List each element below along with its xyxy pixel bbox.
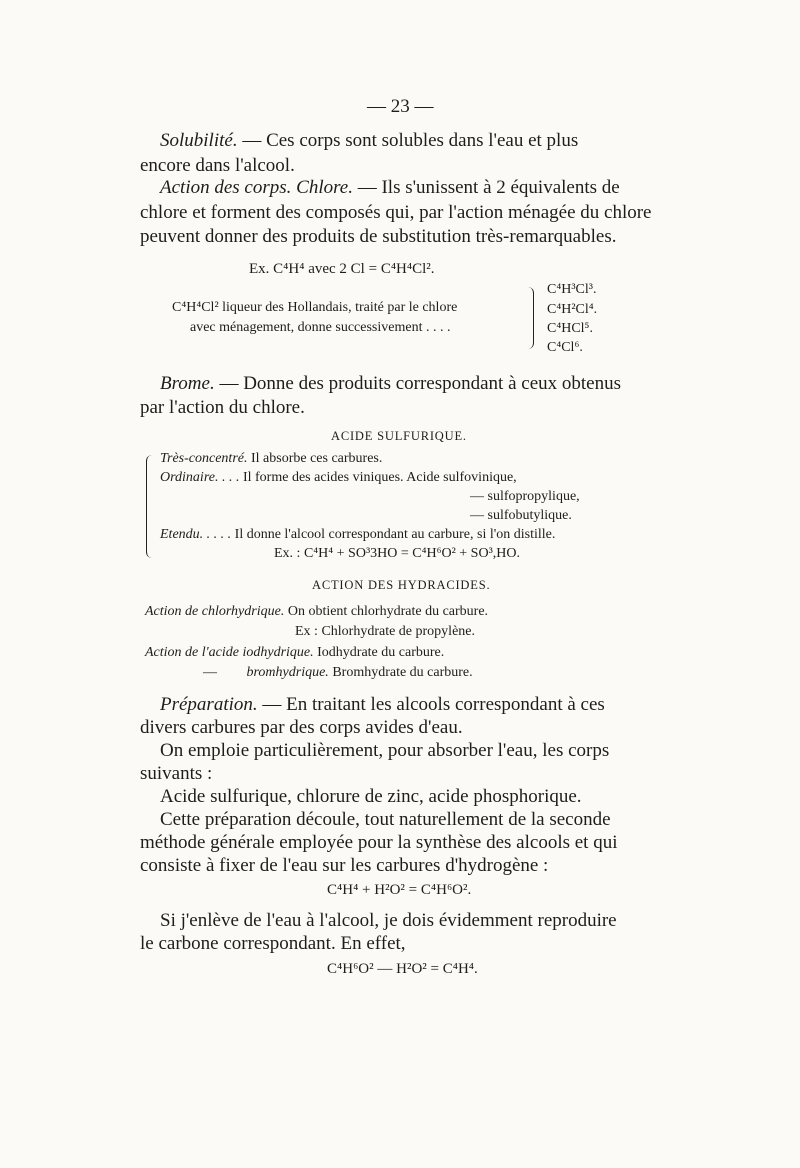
cette-line-3: consiste à fixer de l'eau sur les carbures d'hydrogène : bbox=[140, 855, 549, 876]
preparation-line-2: divers carbures par des corps avides d'eau. bbox=[140, 717, 463, 738]
brome-text: — Donne des produits correspondant à ceux obtenus bbox=[214, 373, 621, 394]
right-brace bbox=[527, 287, 534, 349]
hollandais-line-2: avec ménagement, donne successivement . . . . bbox=[190, 320, 451, 335]
acides-list-line: Acide sulfurique, chlorure de zinc, acide phosphorique. bbox=[160, 786, 582, 807]
hydracides-heading: ACTION DES HYDRACIDES. bbox=[312, 578, 491, 592]
solubilite-text: — Ces corps sont solubles dans l'eau et plus bbox=[237, 130, 579, 151]
iodhydrique-line bbox=[145, 646, 444, 660]
action-line-1 bbox=[160, 178, 620, 197]
formula-dehydration: C⁴H⁶O² — H²O² = C⁴H⁴. bbox=[327, 961, 478, 977]
ordinaire-line bbox=[160, 471, 517, 485]
acide-sulfurique-heading: ACIDE SULFURIQUE. bbox=[331, 429, 467, 443]
brome-line-1 bbox=[160, 374, 621, 393]
ordinaire-label: Ordinaire. . . . bbox=[160, 470, 240, 485]
solubilite-label: Solubilité. bbox=[160, 130, 238, 151]
chlorhydrique-label: Action de chlorhydrique. bbox=[145, 604, 285, 619]
sulfobutylique-line: — sulfobutylique. bbox=[470, 508, 572, 523]
formula-hydration: C⁴H⁴ + H²O² = C⁴H⁶O². bbox=[327, 882, 472, 898]
example-formula: Ex. C⁴H⁴ avec 2 Cl = C⁴H⁴Cl². bbox=[249, 261, 435, 277]
brace-item: C⁴H²Cl⁴. bbox=[547, 302, 598, 317]
si-line-1: Si j'enlève de l'eau à l'alcool, je dois évidemment reproduire bbox=[160, 910, 617, 931]
action-text: — Ils s'unissent à 2 équivalents de bbox=[352, 177, 620, 198]
brace-item: C⁴Cl⁶. bbox=[547, 340, 583, 355]
cette-line-2: méthode générale employée pour la synthèse des alcools et qui bbox=[140, 832, 618, 853]
solubilite-line-2: encore dans l'alcool. bbox=[140, 155, 295, 176]
brome-line-2: par l'action du chlore. bbox=[140, 397, 305, 418]
bromhydrique-dash: — bbox=[203, 665, 217, 680]
preparation-label: Préparation. bbox=[160, 694, 258, 715]
action-line-3: peuvent donner des produits de substitution très-remarquables. bbox=[140, 226, 617, 247]
iodhydrique-text: Iodhydrate du carbure. bbox=[313, 645, 445, 660]
left-brace bbox=[146, 455, 154, 558]
etendu-example: Ex. : C⁴H⁴ + SO³3HO = C⁴H⁶O² + SO³,HO. bbox=[274, 546, 520, 561]
chlorhydrique-text: On obtient chlorhydrate du carbure. bbox=[284, 604, 489, 619]
action-label: Action des corps. Chlore. bbox=[160, 177, 353, 198]
chlorhydrique-line bbox=[145, 605, 488, 619]
preparation-text: — En traitant les alcools correspondant à ces bbox=[257, 694, 605, 715]
bromhydrique-label: bromhydrique. bbox=[246, 665, 329, 680]
page-number: — 23 — bbox=[367, 96, 434, 117]
emploie-line-2: suivants : bbox=[140, 763, 213, 784]
si-line-2: le carbone correspondant. En effet, bbox=[140, 933, 406, 954]
tres-concentre-label: Très-concentré. bbox=[160, 451, 248, 466]
cette-line-1: Cette préparation découle, tout naturellement de la seconde bbox=[160, 809, 611, 830]
etendu-text: Il donne l'alcool correspondant au carbure, si l'on distille. bbox=[231, 527, 556, 542]
preparation-line-1 bbox=[160, 695, 605, 714]
chlorhydrique-example: Ex : Chlorhydrate de propylène. bbox=[295, 624, 476, 639]
emploie-line-1: On emploie particulièrement, pour absorber l'eau, les corps bbox=[160, 740, 610, 761]
brome-label: Brome. bbox=[160, 373, 215, 394]
brace-item: C⁴H³Cl³. bbox=[547, 282, 597, 297]
tres-concentre-line bbox=[160, 452, 382, 466]
iodhydrique-label: Action de l'acide iodhydrique. bbox=[145, 645, 314, 660]
etendu-line bbox=[160, 528, 555, 542]
solubilite-line-1 bbox=[160, 131, 641, 150]
hollandais-line-1: C⁴H⁴Cl² liqueur des Hollandais, traité par le chlore bbox=[172, 300, 458, 315]
brace-item: C⁴HCl⁵. bbox=[547, 321, 593, 336]
action-line-2: chlore et forment des composés qui, par l'action ménagée du chlore bbox=[140, 202, 652, 223]
sulfopropylique-line: — sulfopropylique, bbox=[470, 489, 580, 504]
etendu-label: Etendu. . . . . bbox=[160, 527, 232, 542]
tres-concentre-text: Il absorbe ces carbures. bbox=[247, 451, 383, 466]
ordinaire-text: Il forme des acides viniques. Acide sulfovinique, bbox=[239, 470, 517, 485]
bromhydrique-line bbox=[203, 666, 473, 680]
bromhydrique-text: Bromhydrate du carbure. bbox=[328, 665, 473, 680]
